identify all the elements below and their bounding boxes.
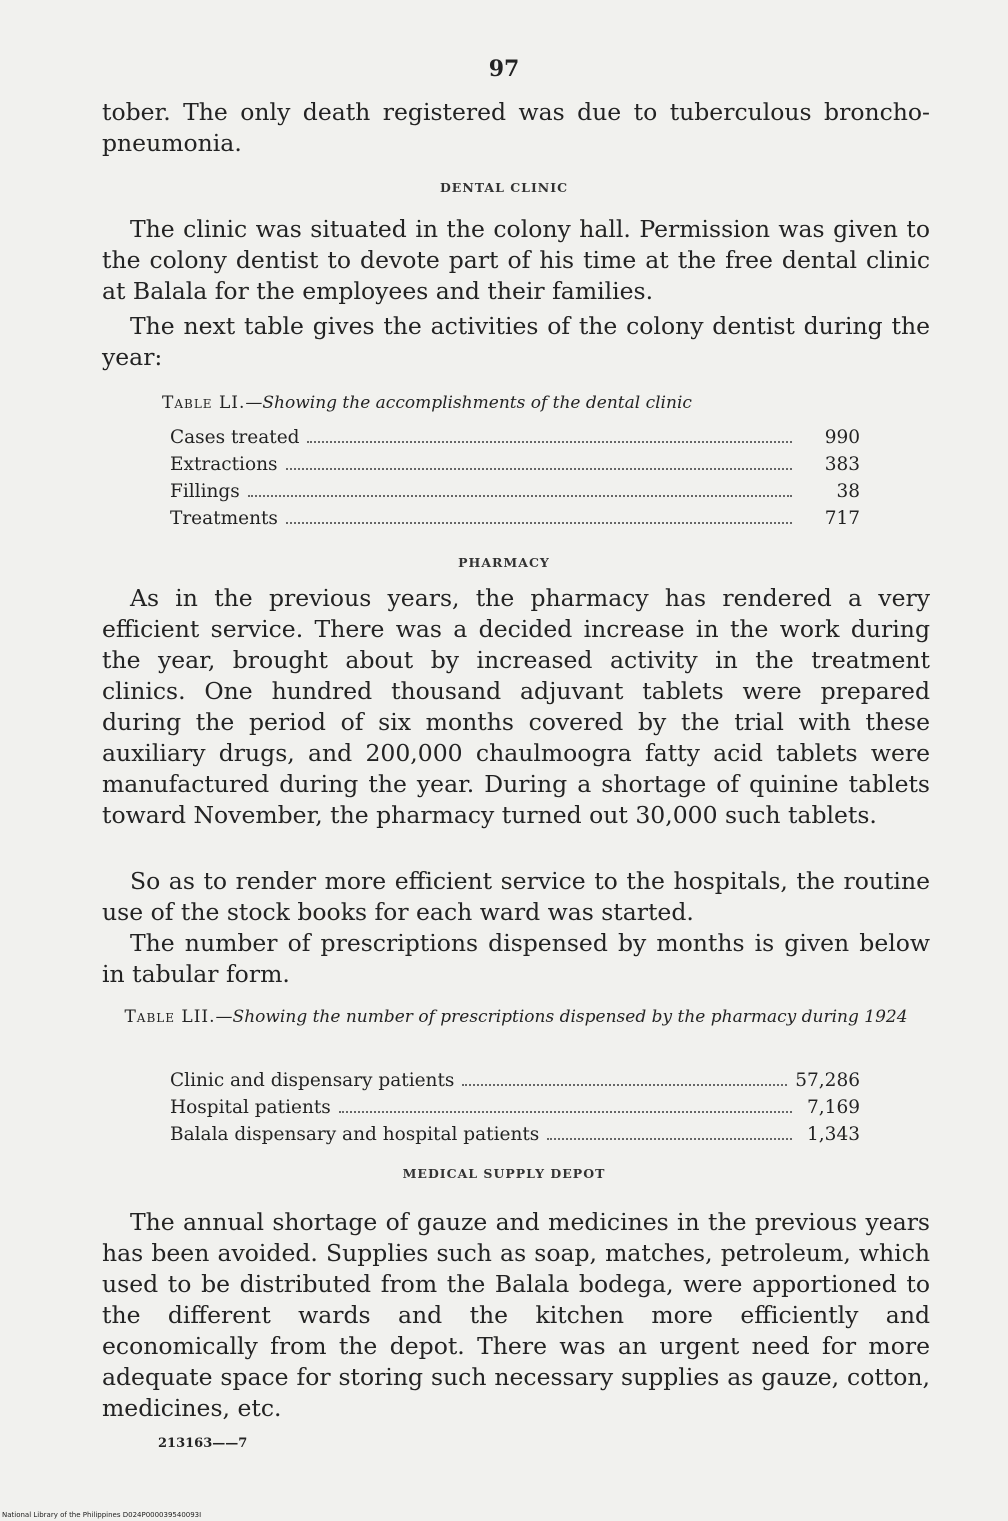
dental-paragraph-1: The clinic was situated in the colony hall. Permission was given to the colony dentist to devote part of his time at the free dental clinic at Balala for the employees and their families. (102, 215, 930, 305)
leader-dots (462, 1084, 787, 1086)
depot-paragraph-1: The annual shortage of gauze and medicines in the previous years has been avoided. Supplies such as soap, matches, petroleum, which used to be distributed from the Balala bodega, were apportioned to the different wards and the kitchen more efficiently and economically from the depot. There was an urgent need for more adequate space for storing such necessary supplies as gauze, cotton, medicines, etc. (102, 1208, 930, 1422)
table-51-title: —Showing the accomplishments of the dental clinic (245, 393, 692, 413)
table-52-label: Table LII. (124, 1007, 216, 1027)
row-value: 1,343 (807, 1124, 860, 1145)
table-52-caption (102, 1005, 930, 1030)
table-row (170, 427, 860, 448)
page-number: 97 (488, 56, 520, 82)
leader-dots (286, 468, 792, 470)
row-value: 990 (824, 427, 860, 448)
leader-dots (339, 1111, 792, 1113)
table-row (170, 1124, 860, 1145)
leader-dots (248, 495, 792, 497)
leader-dots (547, 1138, 792, 1140)
table-row (170, 1070, 860, 1091)
intro-paragraph: tober. The only death registered was due to tuberculous broncho-pneumonia. (102, 98, 930, 157)
row-label: Clinic and dispensary patients (170, 1070, 455, 1091)
table-51-caption (162, 391, 872, 416)
pharmacy-paragraph-2: So as to render more efficient service to the hospitals, the routine use of the stock books for each ward was started. (102, 867, 930, 926)
row-value: 383 (824, 454, 860, 475)
row-label: Fillings (170, 481, 240, 502)
row-label: Treatments (170, 508, 278, 529)
signature-mark: 213163——7 (158, 1436, 248, 1451)
table-row (170, 508, 860, 529)
medical-supply-depot-heading: MEDICAL SUPPLY DEPOT (402, 1166, 606, 1181)
row-value: 717 (824, 508, 860, 529)
row-label: Hospital patients (170, 1097, 331, 1118)
leader-dots (286, 522, 792, 524)
leader-dots (307, 441, 792, 443)
table-row (170, 1097, 860, 1118)
pharmacy-paragraph-1: As in the previous years, the pharmacy has rendered a very efficient service. There was a decided increase in the work during the year, brought about by increased activity in the treatment clinics. One hundred thousand adjuvant tablets were prepared during the period of six months covered by the trial with these auxiliary drugs, and 200,000 chaulmoogra fatty acid tablets were manufactured during the year. During a shortage of quinine tablets toward November, the pharmacy turned out 30,000 such tablets. (102, 584, 930, 829)
row-label: Balala dispensary and hospital patients (170, 1124, 540, 1145)
scan-credit: National Library of the Philippines D024P000039540093I (2, 1511, 202, 1519)
table-52-title: —Showing the number of prescriptions dispensed by the pharmacy during 1924 (215, 1007, 908, 1027)
dental-paragraph-2: The next table gives the activities of the colony dentist during the year: (102, 312, 930, 371)
pharmacy-heading: PHARMACY (458, 555, 550, 570)
table-row (170, 454, 860, 475)
row-label: Cases treated (170, 427, 300, 448)
row-value: 7,169 (807, 1097, 860, 1118)
row-label: Extractions (170, 454, 278, 475)
row-value: 38 (836, 481, 860, 502)
table-51-label: Table LI. (162, 393, 246, 413)
dental-clinic-heading: DENTAL CLINIC (439, 180, 569, 195)
table-row (170, 481, 860, 502)
pharmacy-paragraph-3: The number of prescriptions dispensed by months is given below in tabular form. (102, 929, 930, 988)
row-value: 57,286 (795, 1070, 860, 1091)
